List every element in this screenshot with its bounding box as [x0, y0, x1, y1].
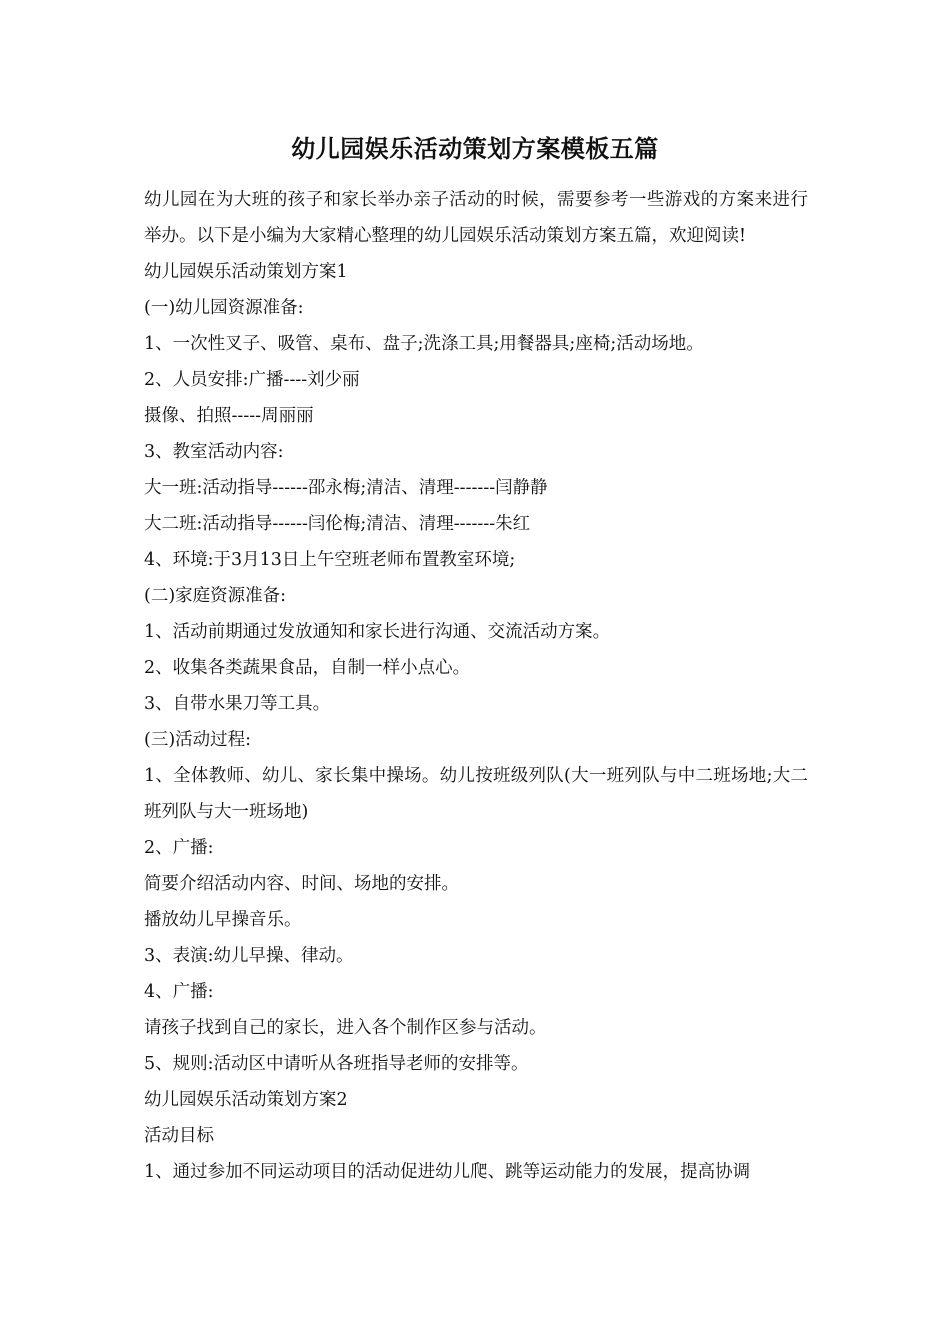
list-item: 5、规则:活动区中请听从各班指导老师的安排等。: [144, 1054, 529, 1074]
subheading-activity-goals: 活动目标: [144, 1126, 214, 1146]
section-heading-plan-1: 幼儿园娱乐活动策划方案1: [144, 262, 348, 282]
document-body: [144, 182, 808, 1190]
list-item: 1、一次性叉子、吸管、桌布、盘子;洗涤工具;用餐器具;座椅;活动场地。: [144, 334, 704, 354]
subheading-kindergarten-resources: (一)幼儿园资源准备:: [144, 298, 304, 318]
list-item: 2、收集各类蔬果食品，自制一样小点心。: [144, 658, 471, 678]
list-item: 3、教室活动内容:: [144, 442, 284, 462]
list-item: 简要介绍活动内容、时间、场地的安排。: [144, 874, 459, 894]
subheading-activity-process: (三)活动过程:: [144, 730, 252, 750]
list-item: 1、全体教师、幼儿、家长集中操场。幼儿按班级列队(大一班列队与中二班场地;大二班列队与大一班场地): [144, 766, 808, 822]
list-item: 3、表演:幼儿早操、律动。: [144, 946, 354, 966]
section-heading-plan-2: 幼儿园娱乐活动策划方案2: [144, 1090, 348, 1110]
list-item: 4、广播:: [144, 982, 214, 1002]
list-item: 摄像、拍照-----周丽丽: [144, 406, 314, 426]
list-item: 2、人员安排:广播----刘少丽: [144, 370, 360, 390]
list-item: 大二班:活动指导------闫伦梅;清洁、清理-------朱红: [144, 514, 531, 534]
list-item: 1、活动前期通过发放通知和家长进行沟通、交流活动方案。: [144, 622, 611, 642]
document-title: 幼儿园娱乐活动策划方案模板五篇: [291, 134, 659, 163]
list-item: 3、自带水果刀等工具。: [144, 694, 331, 714]
list-item: 1、通过参加不同运动项目的活动促进幼儿爬、跳等运动能力的发展，提高协调: [144, 1162, 751, 1182]
intro-paragraph: 幼儿园在为大班的孩子和家长举办亲子活动的时候，需要参考一些游戏的方案来进行举办。以下是小编为大家精心整理的幼儿园娱乐活动策划方案五篇，欢迎阅读!: [144, 190, 808, 246]
list-item: 播放幼儿早操音乐。: [144, 910, 302, 930]
list-item: 请孩子找到自己的家长，进入各个制作区参与活动。: [144, 1018, 547, 1038]
subheading-family-resources: (二)家庭资源准备:: [144, 586, 287, 606]
list-item: 大一班:活动指导------邵永梅;清洁、清理-------闫静静: [144, 478, 548, 498]
list-item: 2、广播:: [144, 838, 214, 858]
list-item: 4、环境:于3月13日上午空班老师布置教室环境;: [144, 550, 516, 570]
